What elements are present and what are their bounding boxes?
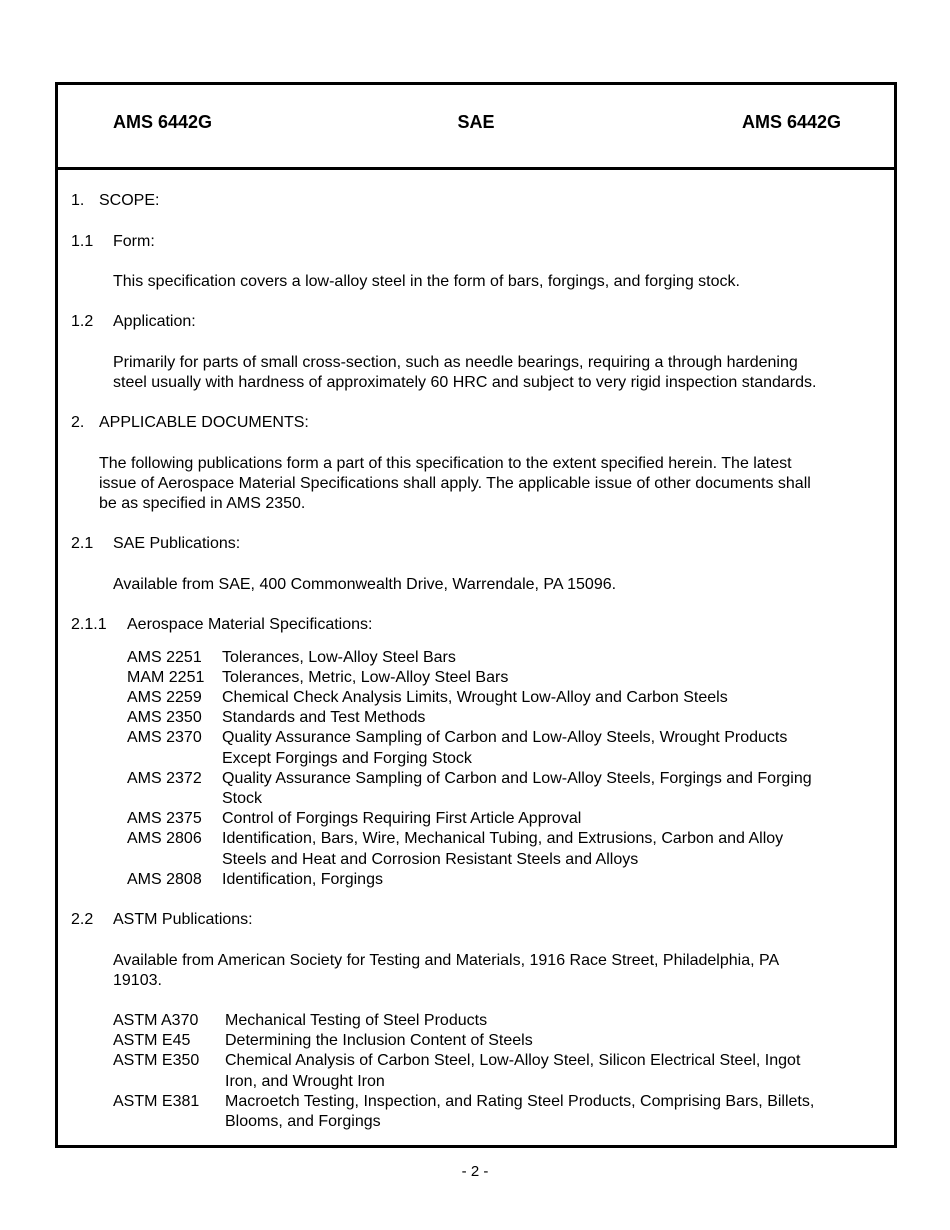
section-2-1-text: Available from SAE, 400 Commonwealth Drive, Warrendale, PA 15096.: [113, 576, 617, 593]
section-2-1-1-title: Aerospace Material Specifications:: [127, 616, 373, 633]
ref-code: ASTM A370: [113, 1012, 199, 1029]
ref-title: Identification, Forgings: [222, 871, 383, 888]
section-1-2-text-line2: steel usually with hardness of approximately 60 HRC and subject to very rigid inspection standards.: [113, 374, 817, 391]
ref-code: AMS 2808: [127, 871, 202, 888]
section-2-1-1-number: 2.1.1: [71, 616, 107, 633]
ref-title: Tolerances, Metric, Low-Alloy Steel Bars: [222, 669, 509, 686]
section-2-text-line3: be as specified in AMS 2350.: [99, 495, 306, 512]
header-right-code: AMS 6442G: [741, 112, 841, 132]
section-2-number: 2.: [71, 414, 85, 431]
ref-code: ASTM E45: [113, 1032, 191, 1049]
page-frame: [55, 82, 897, 1148]
section-2-title: APPLICABLE DOCUMENTS:: [99, 414, 309, 431]
ref-title: Quality Assurance Sampling of Carbon and Low-Alloy Steels, Forgings and Forging: [222, 770, 812, 787]
ref-title-continued: Iron, and Wrought Iron: [225, 1073, 385, 1090]
ref-title: Identification, Bars, Wire, Mechanical Tubing, and Extrusions, Carbon and Alloy: [222, 830, 784, 847]
ref-title: Chemical Analysis of Carbon Steel, Low-Alloy Steel, Silicon Electrical Steel, Ingot: [225, 1052, 801, 1069]
ref-code: AMS 2372: [127, 770, 202, 787]
section-1-2-title: Application:: [113, 313, 196, 330]
header-center-org: SAE: [457, 112, 495, 132]
ref-title: Control of Forgings Requiring First Article Approval: [222, 810, 582, 827]
ref-code: AMS 2806: [127, 830, 202, 847]
ref-title-continued: Blooms, and Forgings: [225, 1113, 381, 1130]
ref-code: AMS 2251: [127, 649, 202, 666]
section-1-1-text: This specification covers a low-alloy steel in the form of bars, forgings, and forging stock.: [113, 273, 740, 290]
ref-code: ASTM E381: [113, 1093, 200, 1110]
ref-code: AMS 2350: [127, 709, 202, 726]
section-1-2-number: 1.2: [71, 313, 94, 330]
ref-title: Tolerances, Low-Alloy Steel Bars: [222, 649, 456, 666]
ref-title: Chemical Check Analysis Limits, Wrought Low-Alloy and Carbon Steels: [222, 689, 728, 706]
section-2-2-title: ASTM Publications:: [113, 911, 253, 928]
section-1-1-number: 1.1: [71, 233, 94, 250]
ref-title: Macroetch Testing, Inspection, and Rating Steel Products, Comprising Bars, Billets,: [225, 1093, 815, 1110]
section-1-1-title: Form:: [113, 233, 155, 250]
section-1-title: SCOPE:: [99, 192, 160, 209]
page-number: - 2 -: [461, 1163, 489, 1180]
section-1-number: 1.: [71, 192, 85, 209]
section-1-2-text-line1: Primarily for parts of small cross-section, such as needle bearings, requiring a through hardening: [113, 354, 798, 371]
section-2-2-number: 2.2: [71, 911, 94, 928]
ref-title-continued: Except Forgings and Forging Stock: [222, 750, 472, 767]
ref-title-continued: Steels and Heat and Corrosion Resistant Steels and Alloys: [222, 851, 639, 868]
ref-title: Standards and Test Methods: [222, 709, 426, 726]
ref-code: AMS 2259: [127, 689, 202, 706]
ref-code: ASTM E350: [113, 1052, 200, 1069]
section-2-1-number: 2.1: [71, 535, 94, 552]
ref-code: AMS 2370: [127, 729, 202, 746]
ref-title: Mechanical Testing of Steel Products: [225, 1012, 488, 1029]
section-2-text-line1: The following publications form a part of this specification to the extent specified herein. The latest: [99, 455, 792, 472]
section-2-1-title: SAE Publications:: [113, 535, 241, 552]
ref-title: Determining the Inclusion Content of Steels: [225, 1032, 533, 1049]
ref-code: MAM 2251: [127, 669, 205, 686]
section-2-2-text-line2: 19103.: [113, 972, 162, 989]
document-header: [58, 85, 894, 170]
ref-title-continued: Stock: [222, 790, 263, 807]
header-left-code: AMS 6442G: [113, 112, 213, 132]
ref-title: Quality Assurance Sampling of Carbon and Low-Alloy Steels, Wrought Products: [222, 729, 788, 746]
section-2-text-line2: issue of Aerospace Material Specifications shall apply. The applicable issue of other documents shall: [99, 475, 811, 492]
section-2-2-text-line1: Available from American Society for Testing and Materials, 1916 Race Street, Philadelphia, PA: [113, 952, 780, 969]
ref-code: AMS 2375: [127, 810, 202, 827]
